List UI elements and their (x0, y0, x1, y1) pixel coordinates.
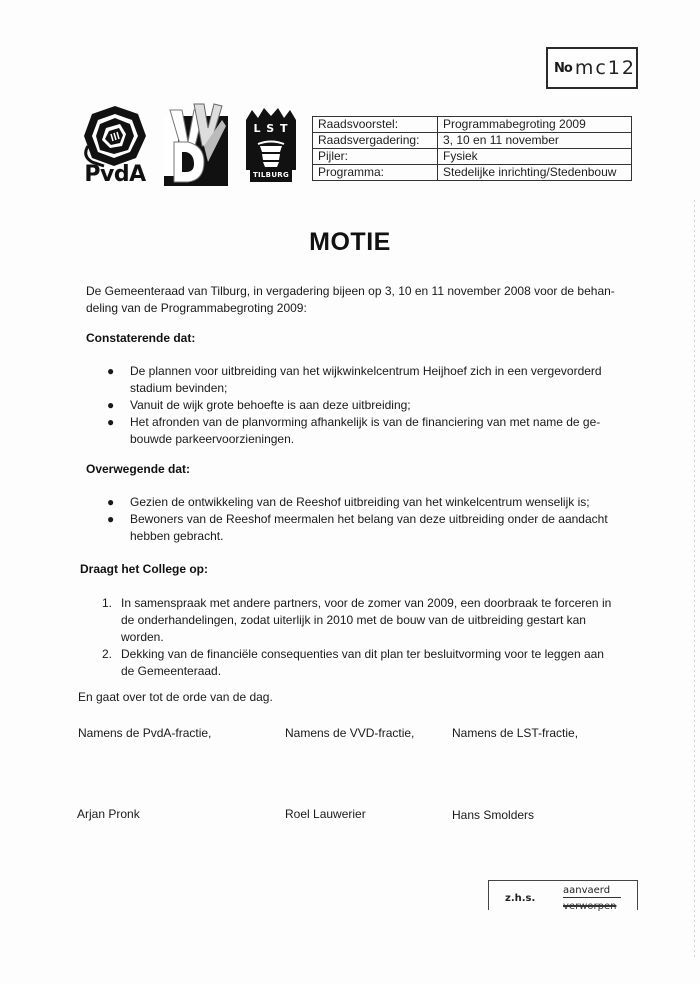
list-item-line: Vanuit de wijk grote behoefte is aan deze uitbreiding; (130, 398, 411, 412)
bullet-icon: ● (107, 364, 115, 378)
pvda-logo-text: PvdA (84, 162, 146, 187)
list-item-line: hebben gebracht. (130, 529, 224, 543)
document-number-box (546, 47, 638, 89)
section-heading-overwegende: Overwegende dat: (86, 462, 191, 476)
bullet-icon: ● (107, 415, 115, 429)
intro-line: De Gemeenteraad van Tilburg, in vergadering bijeen op 3, 10 en 11 november 2008 voor de behan- (86, 284, 615, 298)
table-row (313, 133, 632, 149)
table-cell-value: 3, 10 en 11 november (438, 133, 632, 149)
stamp-rejected: verworpen (563, 901, 617, 912)
scan-edge-artifact (694, 200, 695, 960)
signatory-pvda-name: Arjan Pronk (77, 807, 140, 821)
list-item-line: bouwde parkeervoorzieningen. (130, 432, 295, 446)
list-item-line: De plannen voor uitbreiding van het wijkwinkelcentrum Heijhoef zich in een vergevorderd (130, 364, 602, 378)
bullet-icon: ● (107, 495, 115, 509)
draagt-list (102, 595, 632, 680)
table-cell-value: Fysiek (438, 149, 632, 165)
vvd-logo (164, 102, 228, 186)
signatory-lst-onbehalf: Namens de LST-fractie, (452, 726, 579, 740)
section-heading-draagt: Draagt het College op: (80, 562, 209, 576)
intro-paragraph (86, 283, 626, 317)
list-item-line: worden. (121, 630, 164, 644)
table-row (313, 149, 632, 165)
table-row (313, 117, 632, 133)
table-cell-label: Programma: (313, 165, 438, 181)
signatory-lst-name: Hans Smolders (452, 808, 535, 822)
table-cell-label: Raadsvoorstel: (313, 117, 438, 133)
list-item-number: 1. (102, 596, 113, 610)
overwegende-list (107, 494, 627, 545)
stamp-accepted: aanvaerd (563, 885, 621, 898)
intro-line: deling van de Programmabegroting 2009: (86, 301, 307, 315)
list-item-line: Bewoners van de Reeshof meermalen het belang van deze uitbreiding onder de aandacht (130, 512, 608, 526)
list-item-line: Gezien de ontwikkeling van de Reeshof uitbreiding van het winkelcentrum wenselijk is; (130, 495, 590, 509)
document-number-value: mc12 (574, 57, 636, 79)
list-item-line: de onderhandelingen, zodat uiterlijk in 2010 met de bouw van de uitbreiding gestart kan (121, 613, 586, 627)
closing-line: En gaat over tot de orde van de dag. (78, 690, 273, 704)
bullet-icon: ● (107, 512, 115, 526)
document-title: MOTIE (309, 228, 391, 256)
lst-logo (244, 106, 298, 184)
bullet-icon: ● (107, 398, 115, 412)
table-row (313, 165, 632, 181)
table-cell-value: Stedelijke inrichting/Stedenbouw (438, 165, 632, 181)
list-item (102, 595, 632, 646)
list-item (107, 494, 627, 511)
list-item (107, 363, 627, 397)
list-item (107, 397, 627, 414)
proposal-info-table (312, 116, 632, 181)
list-item-line: Het afronden van de planvorming afhankelijk is van de financiering van met name de ge- (130, 415, 601, 429)
document-number-prefix: No (554, 60, 572, 76)
lst-logo-top-text: L S T (253, 122, 289, 135)
decision-stamp (488, 880, 638, 910)
pvda-logo (80, 104, 150, 188)
constaterende-list (107, 363, 627, 448)
lst-logo-bottom-text: TILBURG (252, 171, 290, 179)
vvd-letters-icon (164, 102, 228, 186)
signatory-pvda-onbehalf: Namens de PvdA-fractie, (78, 726, 212, 740)
stamp-zhs: z.h.s. (505, 893, 536, 904)
list-item-line: stadium bevinden; (130, 381, 228, 395)
list-item-line: Dekking van de financiële consequenties van dit plan ter besluitvorming voor te leggen aan (121, 647, 604, 661)
signatory-vvd-onbehalf: Namens de VVD-fractie, (285, 726, 415, 740)
section-heading-constaterende: Constaterende dat: (86, 331, 196, 345)
list-item (102, 646, 632, 680)
list-item (107, 414, 627, 448)
list-item-number: 2. (102, 647, 113, 661)
table-cell-label: Pijler: (313, 149, 438, 165)
table-cell-value: Programmabegroting 2009 (438, 117, 632, 133)
list-item (107, 511, 627, 545)
signatory-vvd-name: Roel Lauwerier (285, 807, 366, 821)
list-item-line: de Gemeenteraad. (121, 664, 222, 678)
list-item-line: In samenspraak met andere partners, voor de zomer van 2009, een doorbraak te forceren in (121, 596, 612, 610)
table-cell-label: Raadsvergadering: (313, 133, 438, 149)
